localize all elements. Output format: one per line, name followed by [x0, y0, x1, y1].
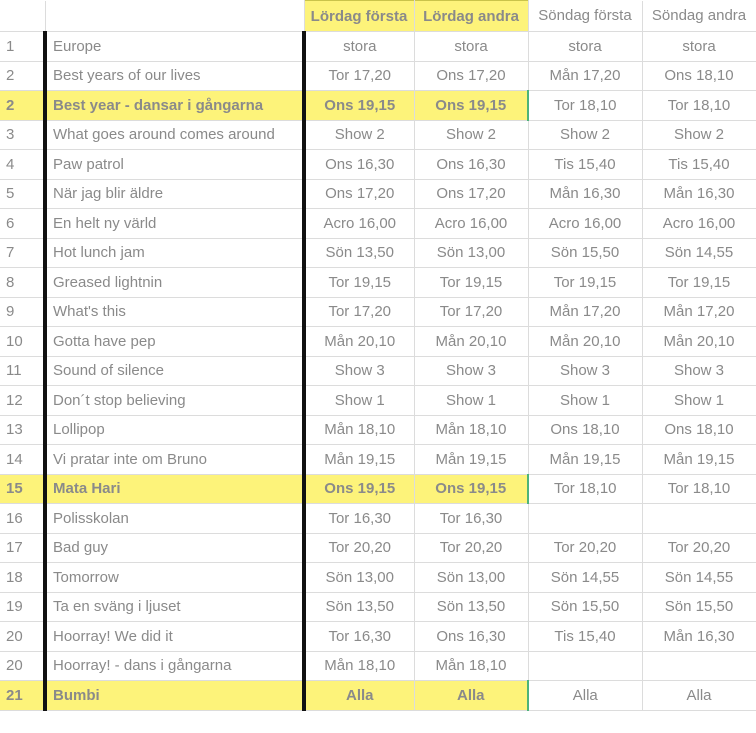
song-title-cell[interactable]: Mata Hari: [45, 474, 304, 504]
lordag-forsta-cell[interactable]: Sön 13,50: [304, 238, 414, 268]
table-row: [0, 622, 756, 652]
lordag-andra-cell[interactable]: Ons 19,15: [414, 474, 528, 504]
row-number-cell[interactable]: 20: [0, 622, 45, 652]
lordag-forsta-cell[interactable]: Ons 19,15: [304, 91, 414, 121]
song-title-cell[interactable]: Hoorray! We did it: [45, 622, 304, 652]
lordag-andra-cell[interactable]: Sön 13,50: [414, 592, 528, 622]
sondag-forsta-cell[interactable]: Tor 18,10: [528, 474, 642, 504]
lordag-forsta-cell[interactable]: Mån 19,15: [304, 445, 414, 475]
sondag-andra-cell[interactable]: Mån 16,30: [642, 179, 756, 209]
table-row: [0, 209, 756, 239]
song-title-cell[interactable]: Paw patrol: [45, 150, 304, 180]
sondag-andra-cell[interactable]: Tor 20,20: [642, 533, 756, 563]
row-number-cell[interactable]: 14: [0, 445, 45, 475]
song-title-cell[interactable]: What goes around comes around: [45, 120, 304, 150]
table-row: [0, 297, 756, 327]
table-row: [0, 179, 756, 209]
sondag-andra-cell[interactable]: Mån 17,20: [642, 297, 756, 327]
row-number-cell[interactable]: 8: [0, 268, 45, 298]
row-number-cell[interactable]: 9: [0, 297, 45, 327]
lordag-forsta-cell[interactable]: Show 2: [304, 120, 414, 150]
lordag-forsta-cell[interactable]: Show 1: [304, 386, 414, 416]
lordag-andra-cell[interactable]: Ons 17,20: [414, 61, 528, 91]
table-row: [0, 533, 756, 563]
table-row: [0, 356, 756, 386]
song-title-cell[interactable]: Polisskolan: [45, 504, 304, 534]
sondag-andra-cell[interactable]: Sön 14,55: [642, 563, 756, 593]
table-row: [0, 681, 756, 711]
sondag-forsta-cell[interactable]: Tor 20,20: [528, 533, 642, 563]
sondag-forsta-cell[interactable]: [528, 504, 642, 534]
sondag-forsta-cell[interactable]: stora: [528, 32, 642, 62]
table-row: [0, 327, 756, 357]
song-title-cell[interactable]: Don´t stop believing: [45, 386, 304, 416]
lordag-forsta-cell[interactable]: Ons 19,15: [304, 474, 414, 504]
lordag-forsta-cell[interactable]: Tor 19,15: [304, 268, 414, 298]
sondag-andra-cell[interactable]: stora: [642, 32, 756, 62]
lordag-andra-cell[interactable]: Sön 13,00: [414, 563, 528, 593]
lordag-forsta-cell[interactable]: Tor 17,20: [304, 61, 414, 91]
lordag-andra-cell[interactable]: Mån 20,10: [414, 327, 528, 357]
header-lordag-andra[interactable]: Lördag andra: [414, 1, 528, 32]
lordag-forsta-cell[interactable]: Alla: [304, 681, 414, 711]
song-title-cell[interactable]: Lollipop: [45, 415, 304, 445]
row-number-cell[interactable]: 20: [0, 651, 45, 681]
sondag-forsta-cell[interactable]: Sön 14,55: [528, 563, 642, 593]
header-row: [0, 1, 756, 32]
sondag-andra-cell[interactable]: Mån 20,10: [642, 327, 756, 357]
sondag-forsta-cell[interactable]: Acro 16,00: [528, 209, 642, 239]
sondag-forsta-cell[interactable]: Show 3: [528, 356, 642, 386]
song-title-cell[interactable]: Greased lightnin: [45, 268, 304, 298]
row-number-cell[interactable]: 10: [0, 327, 45, 357]
lordag-forsta-cell[interactable]: Ons 16,30: [304, 150, 414, 180]
sondag-forsta-cell[interactable]: Alla: [528, 681, 642, 711]
lordag-forsta-cell[interactable]: Tor 17,20: [304, 297, 414, 327]
lordag-forsta-cell[interactable]: Tor 16,30: [304, 622, 414, 652]
table-row: [0, 268, 756, 298]
row-number-cell[interactable]: 4: [0, 150, 45, 180]
sondag-forsta-cell[interactable]: [528, 651, 642, 681]
lordag-andra-cell[interactable]: Ons 17,20: [414, 179, 528, 209]
table-row: [0, 238, 756, 268]
lordag-forsta-cell[interactable]: Acro 16,00: [304, 209, 414, 239]
table-row: [0, 592, 756, 622]
lordag-forsta-cell[interactable]: Mån 20,10: [304, 327, 414, 357]
lordag-forsta-cell[interactable]: Sön 13,00: [304, 563, 414, 593]
song-title-cell[interactable]: Gotta have pep: [45, 327, 304, 357]
sondag-andra-cell[interactable]: [642, 651, 756, 681]
sondag-andra-cell[interactable]: Ons 18,10: [642, 61, 756, 91]
row-number-cell[interactable]: 13: [0, 415, 45, 445]
row-number-cell[interactable]: 15: [0, 474, 45, 504]
table-row: [0, 504, 756, 534]
sondag-forsta-cell[interactable]: Mån 17,20: [528, 61, 642, 91]
header-num-cell[interactable]: [0, 1, 45, 32]
lordag-andra-cell[interactable]: stora: [414, 32, 528, 62]
sondag-forsta-cell[interactable]: Mån 20,10: [528, 327, 642, 357]
row-number-cell[interactable]: 5: [0, 179, 45, 209]
table-row: [0, 445, 756, 475]
sondag-andra-cell[interactable]: Ons 18,10: [642, 415, 756, 445]
lordag-andra-cell[interactable]: Sön 13,00: [414, 238, 528, 268]
row-number-cell[interactable]: 7: [0, 238, 45, 268]
lordag-andra-cell[interactable]: Tor 16,30: [414, 504, 528, 534]
sondag-andra-cell[interactable]: Mån 16,30: [642, 622, 756, 652]
lordag-andra-cell[interactable]: Tor 20,20: [414, 533, 528, 563]
lordag-andra-cell[interactable]: Show 1: [414, 386, 528, 416]
sondag-andra-cell[interactable]: Tor 18,10: [642, 474, 756, 504]
lordag-andra-cell[interactable]: Tor 17,20: [414, 297, 528, 327]
lordag-forsta-cell[interactable]: Sön 13,50: [304, 592, 414, 622]
lordag-andra-cell[interactable]: Show 2: [414, 120, 528, 150]
table-row: [0, 386, 756, 416]
sondag-forsta-cell[interactable]: Tor 18,10: [528, 91, 642, 121]
table-row: [0, 61, 756, 91]
table-row: [0, 415, 756, 445]
row-number-cell[interactable]: 6: [0, 209, 45, 239]
row-number-cell[interactable]: 11: [0, 356, 45, 386]
sondag-forsta-cell[interactable]: Tis 15,40: [528, 622, 642, 652]
header-song-cell[interactable]: [45, 1, 304, 32]
song-title-cell[interactable]: Tomorrow: [45, 563, 304, 593]
song-title-cell[interactable]: En helt ny värld: [45, 209, 304, 239]
sondag-forsta-cell[interactable]: Show 1: [528, 386, 642, 416]
sondag-andra-cell[interactable]: Tor 19,15: [642, 268, 756, 298]
lordag-andra-cell[interactable]: Ons 16,30: [414, 622, 528, 652]
sondag-andra-cell[interactable]: Acro 16,00: [642, 209, 756, 239]
song-title-cell[interactable]: Bumbi: [45, 681, 304, 711]
song-title-cell[interactable]: Best year - dansar i gångarna: [45, 91, 304, 121]
row-number-cell[interactable]: 1: [0, 32, 45, 62]
song-title-cell[interactable]: Ta en sväng i ljuset: [45, 592, 304, 622]
lordag-andra-cell[interactable]: Mån 19,15: [414, 445, 528, 475]
row-number-cell[interactable]: 3: [0, 120, 45, 150]
header-sondag-forsta[interactable]: Söndag första: [528, 1, 642, 32]
row-number-cell[interactable]: 2: [0, 91, 45, 121]
lordag-forsta-cell[interactable]: Show 3: [304, 356, 414, 386]
sondag-andra-cell[interactable]: Alla: [642, 681, 756, 711]
sondag-andra-cell[interactable]: Show 3: [642, 356, 756, 386]
header-sondag-andra[interactable]: Söndag andra: [642, 1, 756, 32]
table-row: [0, 32, 756, 62]
row-number-cell[interactable]: 16: [0, 504, 45, 534]
lordag-andra-cell[interactable]: Mån 18,10: [414, 415, 528, 445]
row-number-cell[interactable]: 17: [0, 533, 45, 563]
row-number-cell[interactable]: 18: [0, 563, 45, 593]
row-number-cell[interactable]: 19: [0, 592, 45, 622]
sondag-andra-cell[interactable]: Show 2: [642, 120, 756, 150]
sondag-forsta-cell[interactable]: Ons 18,10: [528, 415, 642, 445]
song-title-cell[interactable]: Vi pratar inte om Bruno: [45, 445, 304, 475]
table-row: [0, 120, 756, 150]
sondag-andra-cell[interactable]: Tor 18,10: [642, 91, 756, 121]
sondag-andra-cell[interactable]: Mån 19,15: [642, 445, 756, 475]
song-title-cell[interactable]: Hot lunch jam: [45, 238, 304, 268]
sondag-forsta-cell[interactable]: Tis 15,40: [528, 150, 642, 180]
song-title-cell[interactable]: Best years of our lives: [45, 61, 304, 91]
row-number-cell[interactable]: 2: [0, 61, 45, 91]
sondag-forsta-cell[interactable]: Mån 16,30: [528, 179, 642, 209]
sondag-andra-cell[interactable]: Sön 15,50: [642, 592, 756, 622]
sondag-forsta-cell[interactable]: Tor 19,15: [528, 268, 642, 298]
lordag-forsta-cell[interactable]: Ons 17,20: [304, 179, 414, 209]
lordag-andra-cell[interactable]: Alla: [414, 681, 528, 711]
sondag-forsta-cell[interactable]: Sön 15,50: [528, 238, 642, 268]
sondag-andra-cell[interactable]: [642, 504, 756, 534]
song-title-cell[interactable]: Bad guy: [45, 533, 304, 563]
sondag-forsta-cell[interactable]: Mån 17,20: [528, 297, 642, 327]
song-title-cell[interactable]: Hoorray! - dans i gångarna: [45, 651, 304, 681]
header-lordag-forsta[interactable]: Lördag första: [304, 1, 414, 32]
song-title-cell[interactable]: Europe: [45, 32, 304, 62]
song-title-cell[interactable]: Sound of silence: [45, 356, 304, 386]
sondag-forsta-cell[interactable]: Mån 19,15: [528, 445, 642, 475]
lordag-andra-cell[interactable]: Tor 19,15: [414, 268, 528, 298]
sondag-andra-cell[interactable]: Show 1: [642, 386, 756, 416]
song-title-cell[interactable]: What's this: [45, 297, 304, 327]
table-row: [0, 150, 756, 180]
lordag-andra-cell[interactable]: Ons 16,30: [414, 150, 528, 180]
table-row: [0, 563, 756, 593]
sondag-andra-cell[interactable]: Sön 14,55: [642, 238, 756, 268]
table-row: [0, 651, 756, 681]
lordag-andra-cell[interactable]: Mån 18,10: [414, 651, 528, 681]
row-number-cell[interactable]: 12: [0, 386, 45, 416]
lordag-forsta-cell[interactable]: Mån 18,10: [304, 415, 414, 445]
sondag-forsta-cell[interactable]: Show 2: [528, 120, 642, 150]
lordag-andra-cell[interactable]: Ons 19,15: [414, 91, 528, 121]
lordag-forsta-cell[interactable]: Tor 16,30: [304, 504, 414, 534]
table-row: [0, 91, 756, 121]
row-number-cell[interactable]: 21: [0, 681, 45, 711]
lordag-andra-cell[interactable]: Show 3: [414, 356, 528, 386]
sondag-andra-cell[interactable]: Tis 15,40: [642, 150, 756, 180]
lordag-forsta-cell[interactable]: Tor 20,20: [304, 533, 414, 563]
lordag-forsta-cell[interactable]: stora: [304, 32, 414, 62]
lordag-andra-cell[interactable]: Acro 16,00: [414, 209, 528, 239]
sondag-forsta-cell[interactable]: Sön 15,50: [528, 592, 642, 622]
song-title-cell[interactable]: När jag blir äldre: [45, 179, 304, 209]
table-row: [0, 474, 756, 504]
lordag-forsta-cell[interactable]: Mån 18,10: [304, 651, 414, 681]
